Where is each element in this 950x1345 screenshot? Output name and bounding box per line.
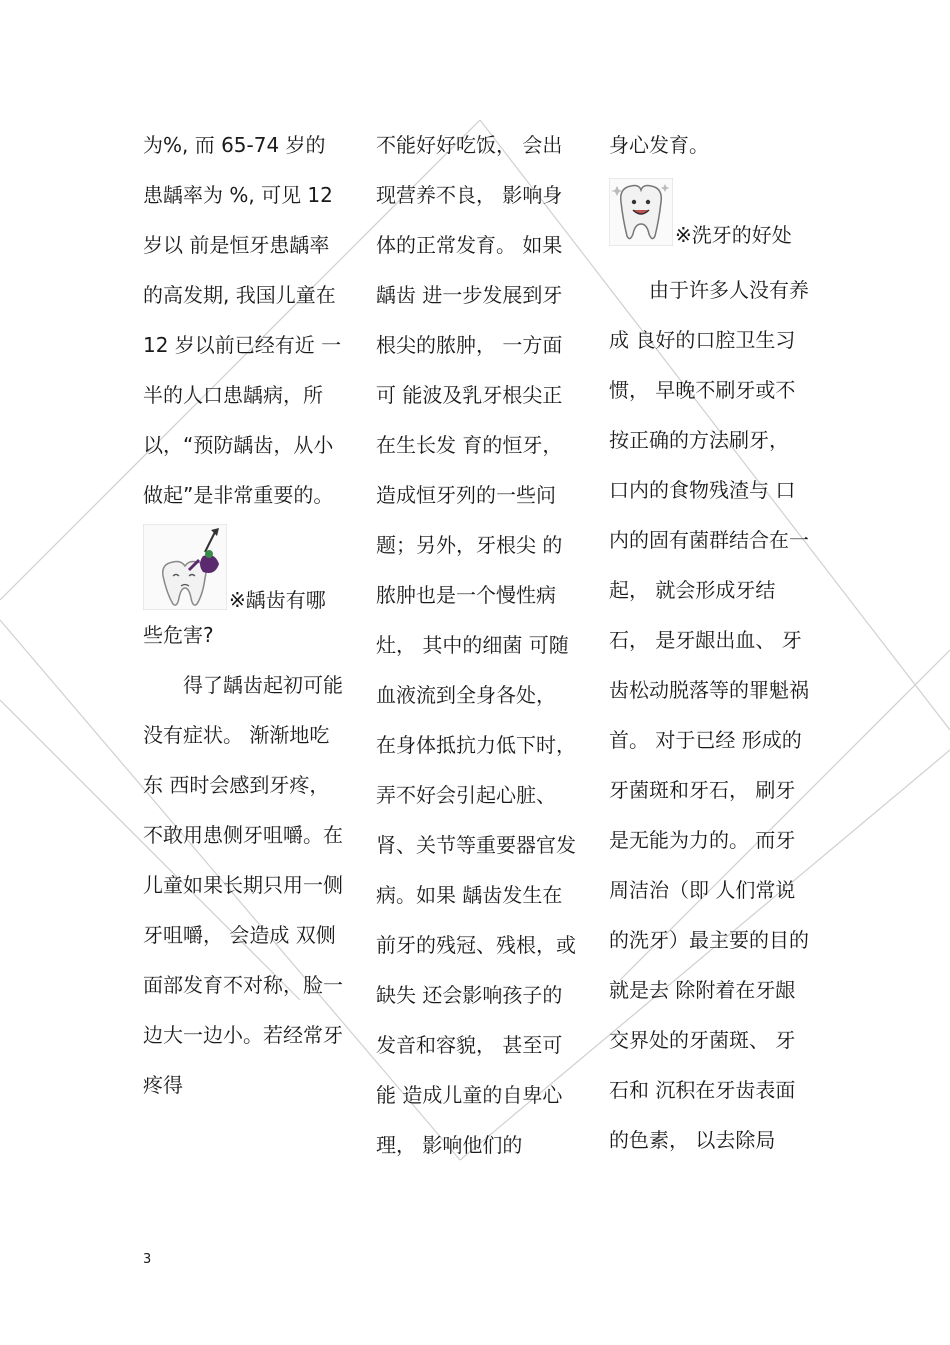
section-heading-caries-harm [143,520,343,610]
paragraph-caries-harm: 得了龋齿起初可能没有症状。 渐渐地吃东 西时会感到牙疼，不敢用患侧牙咀嚼。在儿童如果长期只用一侧牙咀嚼， 会造成 双侧面部发育不对称，脸一边大一边小。若经常牙疼得 [143,673,343,1097]
paragraph-development: 身心发育。 [609,133,709,157]
sad-tooth-drill-illustration-icon [143,524,227,610]
heading-caries-harm-part2: 些危害? [143,623,214,647]
column-1 [143,120,343,1110]
heading-cleaning-benefits: ※洗牙的好处 [675,223,792,247]
column-2 [376,120,576,1170]
happy-tooth-illustration-icon [609,178,673,246]
section-heading-cleaning-benefits [609,170,809,265]
column-3 [609,120,809,1165]
page-number: 3 [143,1252,152,1267]
heading-caries-harm-part1: ※龋齿有哪 [229,588,326,612]
paragraph-cleaning-benefits: 由于许多人没有养成 良好的口腔卫生习惯， 早晚不刷牙或不 按正确的方法刷牙， 口内的食物残渣与 口内的固有菌群结合在一起， 就会形成牙结石， 是牙龈出血、 牙齿松动脱落等的罪魁祸首。 对于已经 形成的牙菌斑和牙石， 刷牙是无能为力的。 而牙周洁治（即 人们常说的洗牙）最主要的目的就是去 除附着在牙龈交界处的牙菌斑、 牙石和 沉积在牙齿表面的色素， 以去除局 [609,278,809,1152]
paragraph-caries-rate: 为%, 而 65-74 岁的患龋率为 %, 可见 12 岁以 前是恒牙患龋率的高发期, 我国儿童在 12 岁以前已经有近 一半的人口患龋病，所以，“预防龋齿，从小做起”是非常重要的。 [143,133,342,507]
paragraph-caries-effects: 不能好好吃饭， 会出现营养不良， 影响身体的正常发育。 如果龋齿 进一步发展到牙根尖的脓肿， 一方面可 能波及乳牙根尖正 在生长发 育的恒牙，造成恒牙列的一些问题；另外，牙根尖 的脓肿也是一个慢性病灶， 其中的细菌 可随血液流到全身各处， 在身体抵抗力低下时， 弄不好会引起心脏、肾、关节等重要器官发病。如果 龋齿发生在前牙的残冠、残根，或缺失 还会影响孩子的发音和容貌， 甚至可能 造成儿童的自卑心理， 影响他们的 [376,133,576,1157]
